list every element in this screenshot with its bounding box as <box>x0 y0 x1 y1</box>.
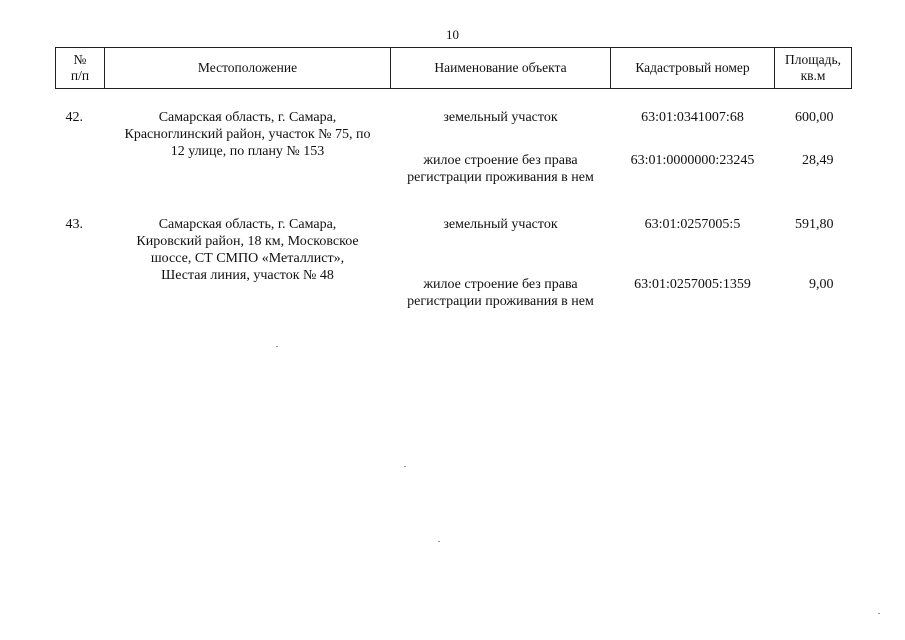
cadastral-number: 63:01:0257005:1359 <box>634 277 751 292</box>
header-cadastral-number: Кадастровый номер <box>611 48 775 89</box>
page-number: 10 <box>446 27 459 42</box>
table-header-row <box>56 48 852 89</box>
cadastral-number: 63:01:0341007:68 <box>641 110 744 125</box>
object-name: земельный участок <box>443 110 558 125</box>
header-object-name: Наименование объекта <box>391 48 611 89</box>
record-number: 42. <box>65 110 83 125</box>
object-area: 9,00 <box>809 277 834 292</box>
scan-speck <box>878 613 880 614</box>
scan-speck <box>404 466 406 467</box>
object-name: жилое строение без права регистрации проживания в нем <box>407 277 594 309</box>
object-area: 28,49 <box>802 153 834 168</box>
header-area: Площадь, кв.м <box>775 48 852 89</box>
record-location: Самарская область, г. Самара, Кировский район, 18 км, Московское шоссе, СТ СМПО «Металлист», Шестая линия, участок № 48 <box>136 217 359 283</box>
table-row <box>56 109 852 126</box>
scan-speck <box>438 541 440 542</box>
scan-speck <box>276 346 278 347</box>
header-num: № п/п <box>56 48 105 89</box>
cadastral-number: 63:01:0000000:23245 <box>630 153 755 168</box>
object-area: 600,00 <box>795 110 834 125</box>
object-name: жилое строение без права регистрации проживания в нем <box>407 153 594 185</box>
object-name: земельный участок <box>443 217 558 232</box>
cadastral-number: 63:01:0257005:5 <box>644 217 741 232</box>
record-location: Самарская область, г. Самара, Красноглинский район, участок № 75, по 12 улице, по плану № 153 <box>124 110 371 159</box>
record-number: 43. <box>65 217 83 232</box>
table-row <box>56 216 852 233</box>
property-table <box>55 47 852 310</box>
header-location: Местоположение <box>105 48 391 89</box>
object-area: 591,80 <box>795 217 834 232</box>
